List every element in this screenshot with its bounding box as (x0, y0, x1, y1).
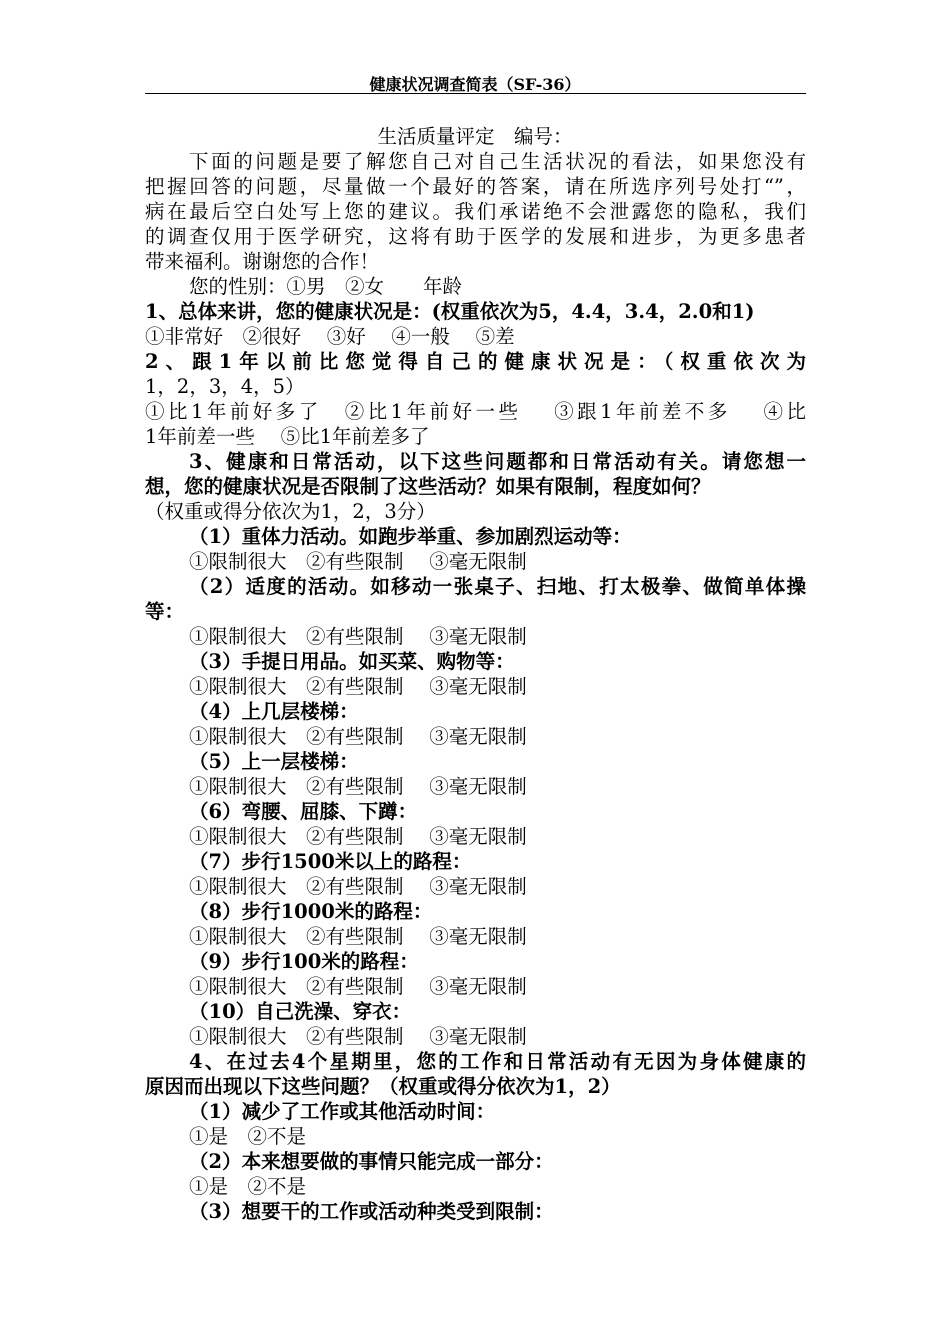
question-4-line-1: 4、在过去4个星期里，您的工作和日常活动有无因为身体健康的 (189, 1050, 806, 1073)
question-2-options-2: 1年前差一些 ⑤比1年前差多了 (145, 425, 430, 448)
question-1: 1、总体来讲，您的健康状况是：(权重依次为5，4.4，3.4，2.0和1) (145, 300, 755, 323)
item-4-2: （2）本来想要做的事情只能完成一部分： (189, 1150, 554, 1173)
item-3-5-options: ①限制很大 ②有些限制 ③毫无限制 (189, 775, 527, 798)
item-3-9: （9）步行100米的路程： (189, 950, 419, 973)
question-2: 2、跟1年以前比您觉得自己的健康状况是：（权重依次为 (145, 350, 806, 373)
item-4-3: （3）想要干的工作或活动种类受到限制： (189, 1200, 554, 1223)
item-3-3-options: ①限制很大 ②有些限制 ③毫无限制 (189, 675, 527, 698)
intro-line-5: 带来福利。谢谢您的合作！ (145, 250, 380, 273)
item-3-4-options: ①限制很大 ②有些限制 ③毫无限制 (189, 725, 527, 748)
item-3-1: （1）重体力活动。如跑步举重、参加剧烈运动等： (189, 525, 632, 548)
question-2-options-1: ①比1年前好多了 ②比1年前好一些 ③跟1年前差不多 ④比 (145, 400, 806, 423)
intro-line-3: 病在最后空白处写上您的建议。我们承诺绝不会泄露您的隐私，我们 (145, 200, 806, 223)
item-3-9-options: ①限制很大 ②有些限制 ③毫无限制 (189, 975, 527, 998)
item-3-10: （10）自己洗澡、穿衣： (189, 1000, 412, 1023)
item-3-1-options: ①限制很大 ②有些限制 ③毫无限制 (189, 550, 527, 573)
gender-age-line: 您的性别：①男 ②女 年龄 (189, 275, 463, 298)
item-3-7-options: ①限制很大 ②有些限制 ③毫无限制 (189, 875, 527, 898)
item-3-6: （6）弯腰、屈膝、下蹲： (189, 800, 418, 823)
item-3-2-cont: 等： (145, 600, 185, 623)
question-3-line-1: 3、健康和日常活动，以下这些问题都和日常活动有关。请您想一 (189, 450, 806, 473)
item-3-5: （5）上一层楼梯： (189, 750, 359, 773)
item-4-2-options: ①是 ②不是 (189, 1175, 307, 1198)
item-3-7: （7）步行1500米以上的路程： (189, 850, 472, 873)
intro-line-1: 下面的问题是要了解您自己对自己生活状况的看法，如果您没有 (189, 150, 806, 173)
header-rule (145, 93, 806, 94)
question-1-options: ①非常好 ②很好 ③好 ④一般 ⑤差 (145, 325, 515, 348)
item-4-1-options: ①是 ②不是 (189, 1125, 307, 1148)
item-3-2-options: ①限制很大 ②有些限制 ③毫无限制 (189, 625, 527, 648)
item-4-1: （1）减少了工作或其他活动时间： (189, 1100, 496, 1123)
item-3-10-options: ①限制很大 ②有些限制 ③毫无限制 (189, 1025, 527, 1048)
item-3-8-options: ①限制很大 ②有些限制 ③毫无限制 (189, 925, 527, 948)
question-4-line-2: 原因而出现以下这些问题？（权重或得分依次为1，2） (145, 1075, 621, 1098)
item-3-6-options: ①限制很大 ②有些限制 ③毫无限制 (189, 825, 527, 848)
item-3-8: （8）步行1000米的路程： (189, 900, 433, 923)
question-3-weights: （权重或得分依次为1，2，3分） (145, 500, 436, 523)
question-3-line-2: 想，您的健康状况是否限制了这些活动？如果有限制，程度如何？ (145, 475, 711, 498)
intro-line-2: 把握回答的问题，尽量做一个最好的答案，请在所选序列号处打“”， (145, 175, 806, 198)
item-3-2: （2）适度的活动。如移动一张桌子、扫地、打太极拳、做简单体操 (189, 575, 806, 598)
item-3-3: （3）手提日用品。如买菜、购物等： (189, 650, 515, 673)
document-header: 健康状况调查简表（SF-36） (369, 75, 581, 94)
rating-code-line: 生活质量评定 编号： (377, 125, 573, 148)
question-2-weights: 1，2，3，4，5） (145, 375, 305, 398)
intro-line-4: 的调查仅用于医学研究，这将有助于医学的发展和进步，为更多患者 (145, 225, 806, 248)
item-3-4: （4）上几层楼梯： (189, 700, 359, 723)
